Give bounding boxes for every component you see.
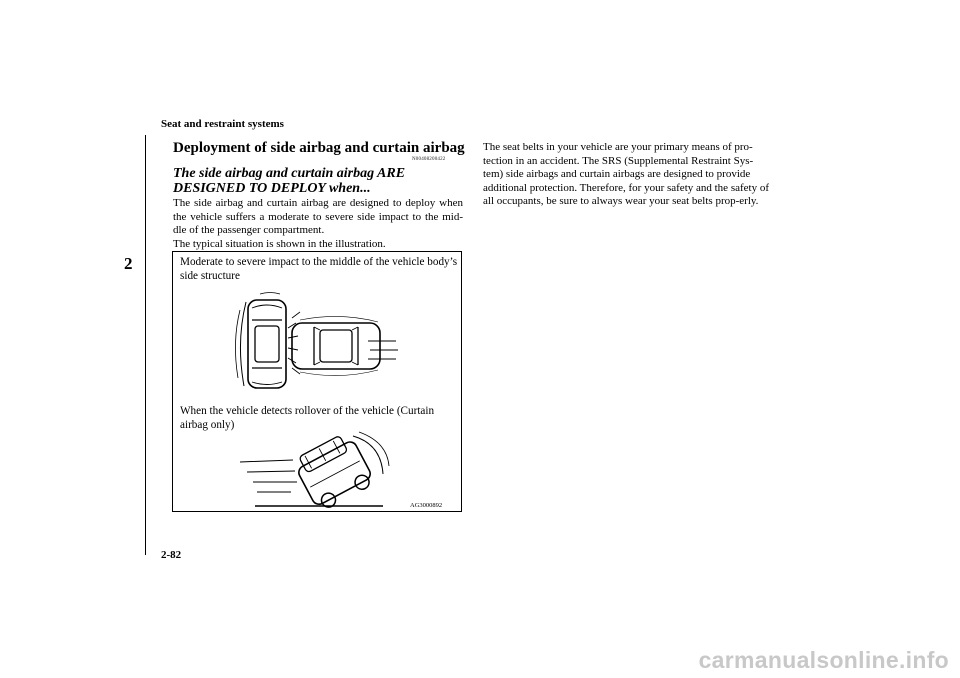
rollover-car-illustration bbox=[235, 430, 395, 512]
chapter-tab: 2 bbox=[124, 254, 133, 273]
paragraph-deploy-conditions: The side airbag and curtain airbag are designed to deploy when the vehicle suffers a moderate to severe side impact to the mid-dle of the passenger compartment. bbox=[173, 197, 463, 236]
paragraph-typical-situation: The typical situation is shown in the illustration. bbox=[173, 237, 386, 250]
page-number: 2-82 bbox=[161, 549, 182, 561]
side-impact-cars-illustration bbox=[230, 290, 400, 400]
body-text-left bbox=[173, 197, 463, 251]
caption-rollover: When the vehicle detects rollover of the vehicle (Curtain airbag only) bbox=[180, 405, 435, 431]
body-text-right bbox=[483, 141, 771, 209]
paragraph-seat-belts: The seat belts in your vehicle are your primary means of pro-tection in an accident. The SRS (Supplemental Restraint Sys-tem) side airbags and curtain airbags are designed to provide additional protection. Therefore, for your safety and the safety of all occupants, be sure to always wear your seat belts prop-erly. bbox=[483, 141, 769, 207]
section-title: Deployment of side airbag and curtain airbag bbox=[173, 140, 465, 156]
caption-side-impact: Moderate to severe impact to the middle of the vehicle body’s side structure bbox=[180, 256, 458, 282]
watermark-link[interactable]: carmanualsonline.info bbox=[698, 647, 949, 673]
reference-code: N00408200422 bbox=[412, 157, 446, 162]
section-header: Seat and restraint systems bbox=[161, 118, 284, 130]
section-subtitle: The side airbag and curtain airbag ARE DESIGNED TO DEPLOY when... bbox=[173, 166, 406, 196]
figure-code: AG3000892 bbox=[410, 502, 443, 509]
margin-divider bbox=[145, 135, 146, 555]
